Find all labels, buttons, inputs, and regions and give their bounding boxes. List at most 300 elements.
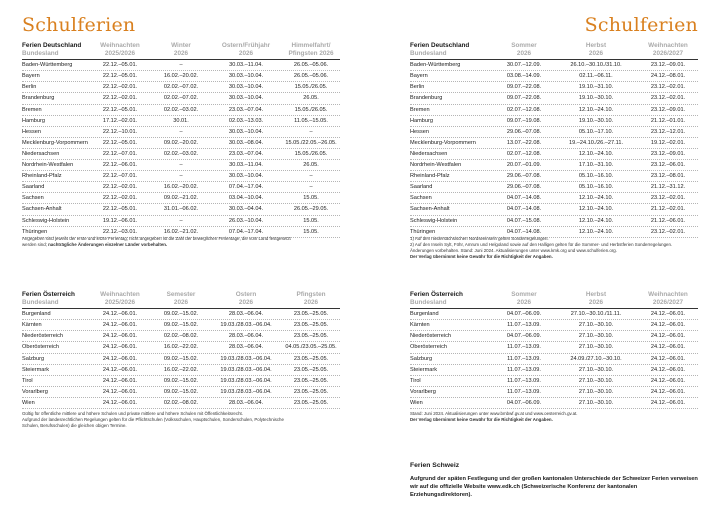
note-text: Schulen, Berufsschulen) die gleichen obigen Termine.	[22, 423, 127, 428]
date-cell: 19.12.–02.01.	[650, 139, 686, 146]
column-header-subtitle: 2026	[588, 49, 604, 57]
column-header	[88, 291, 152, 306]
state-name-cell: Vorarlberg	[410, 388, 436, 395]
column-header-title: Herbst	[585, 291, 607, 298]
date-cell: 15.05./26.05.	[294, 150, 328, 157]
date-cell: 12.10.–24.10.	[578, 106, 614, 113]
date-cell: 04.07.–06.09.	[506, 311, 542, 318]
date-cell: 27.10.–30.10.	[578, 399, 614, 406]
date-cell: 30.07.–12.09.	[506, 62, 542, 69]
state-name-cell: Rheinland-Pfalz	[410, 173, 450, 180]
date-cell: 30.03.–10.04.	[228, 84, 264, 91]
date-cell: 23.12.–09.01.	[650, 150, 686, 157]
table-row	[22, 320, 340, 331]
table-row	[410, 376, 698, 387]
table-row	[22, 376, 340, 387]
state-name-cell: Sachsen	[22, 195, 44, 202]
date-cell: 12.10.–24.10.	[578, 150, 614, 157]
table-row	[410, 171, 698, 182]
date-cell: 30.03.–10.04.	[228, 73, 264, 80]
date-cell: 03.08.–14.09.	[506, 73, 542, 80]
table-germany-summer-autumn	[410, 42, 698, 238]
date-cell: 23.05.–25.05.	[293, 399, 329, 406]
table-header	[22, 291, 340, 309]
column-header-title: Sommer	[511, 42, 537, 49]
table-row	[22, 387, 340, 398]
column-header	[152, 42, 210, 57]
column-header-title: Ostern/Frühjahr	[221, 42, 271, 49]
date-cell: 26.05.–05.06.	[293, 73, 329, 80]
date-cell: 23.05.–25.05.	[293, 333, 329, 340]
date-cell: 22.12.–05.01.	[102, 206, 138, 213]
date-cell: 04.05./23.05.–25.05.	[285, 344, 337, 351]
date-cell: 22.12.–02.01.	[102, 195, 138, 202]
column-header	[410, 42, 494, 57]
date-cell: 28.03.–06.04.	[228, 344, 264, 351]
date-cell: 23.05.–25.05.	[293, 322, 329, 329]
date-cell: 29.06.–07.08.	[506, 128, 542, 135]
date-cell: 04.07.–06.09.	[506, 333, 542, 340]
date-cell: 16.02.–20.02.	[163, 73, 199, 80]
state-name-cell: Thüringen	[410, 228, 436, 235]
note-text: Aufgrund der landesrechtlichen Regelungen gelten für die Pflichtschulen (Volksschulen, Hauptschulen, Sonderschulen, Polytechnische	[22, 417, 284, 422]
state-name-cell: Salzburg	[22, 355, 45, 362]
column-header-subtitle: 2026	[238, 298, 254, 306]
state-name-cell: Oberösterreich	[410, 344, 447, 351]
date-cell: –	[179, 173, 183, 180]
state-name-cell: Hessen	[22, 128, 41, 135]
date-cell: 24.12.–06.01.	[102, 311, 138, 318]
date-cell: 05.10.–17.10.	[578, 128, 614, 135]
note-text-bold: Der Verlag übernimmt keine Gewähr für die Richtigkeit der Angaben.	[410, 417, 553, 422]
table-row	[22, 204, 340, 215]
column-header-subtitle: 2026	[516, 49, 532, 57]
table-row	[410, 116, 698, 127]
column-header-subtitle: Bundesland	[410, 49, 447, 57]
table-row	[410, 93, 698, 104]
note-austria-left	[22, 411, 342, 429]
state-name-cell: Sachsen-Anhalt	[22, 206, 62, 213]
date-cell: 23.12.–02.01.	[650, 84, 686, 91]
column-header-subtitle: 2026	[238, 49, 254, 57]
date-cell: 19.–24.10./26.–27.11.	[568, 139, 624, 146]
table-row	[22, 216, 340, 227]
table-row	[410, 105, 698, 116]
date-cell: 09.02.–15.02.	[163, 322, 199, 329]
date-cell: 02.07.–12.08.	[506, 106, 542, 113]
date-cell: 26.05.–29.05.	[293, 206, 329, 213]
date-cell: 24.12.–06.01.	[102, 388, 138, 395]
date-cell: 22.12.–02.01.	[102, 84, 138, 91]
state-name-cell: Steiermark	[410, 366, 438, 373]
table-row	[22, 171, 340, 182]
date-cell: 26.10.–30.10./31.10.	[570, 62, 622, 69]
date-cell: 28.03.–06.04.	[228, 333, 264, 340]
date-cell: 29.06.–07.08.	[506, 173, 542, 180]
state-name-cell: Burgenland	[22, 311, 51, 318]
date-cell: 30.03.–10.04.	[228, 173, 264, 180]
table-row	[22, 93, 340, 104]
note-text: werden sind;	[22, 242, 49, 247]
table-row	[410, 342, 698, 353]
table-row	[410, 71, 698, 82]
table-row	[410, 204, 698, 215]
column-header-subtitle: Pfingsten 2026	[288, 49, 334, 57]
table-row	[410, 216, 698, 227]
date-cell: 15.05.	[303, 195, 319, 202]
date-cell: 30.03.–04.04.	[228, 206, 264, 213]
table-row	[22, 60, 340, 71]
date-cell: 27.10.–30.10.	[578, 366, 614, 373]
date-cell: 11.07.–13.09.	[507, 388, 541, 395]
date-cell: 02.02.–07.02.	[163, 95, 199, 102]
date-cell: 24.12.–06.01.	[650, 377, 686, 384]
date-cell: 15.05.	[303, 228, 319, 235]
date-cell: 23.12.–06.01.	[650, 162, 686, 169]
date-cell: 17.12.–02.01.	[102, 117, 138, 124]
column-header	[210, 291, 282, 306]
date-cell: 02.07.–12.08.	[506, 150, 542, 157]
date-cell: 24.12.–06.01.	[650, 333, 686, 340]
date-cell: 07.04.–17.04.	[228, 184, 264, 191]
column-header	[554, 291, 638, 306]
state-name-cell: Nordrhein-Westfalen	[22, 162, 74, 169]
column-header-title: Pfingsten	[296, 291, 326, 298]
table-row	[22, 160, 340, 171]
date-cell: 11.07.–13.09.	[507, 355, 541, 362]
date-cell: 02.02.–07.02.	[163, 84, 199, 91]
column-header-title: Ferien Österreich	[22, 291, 75, 298]
date-cell: 12.10.–24.10.	[578, 195, 614, 202]
table-row	[410, 138, 698, 149]
note-austria-right	[410, 411, 700, 423]
date-cell: 09.02.–15.02.	[163, 377, 199, 384]
date-cell: 30.03.–10.04.	[228, 128, 264, 135]
note-text: Änderungen vorbehalten. Stand: Juni 2024. Aktualisierungen unter www.kmk.org und www.schulferien.org.	[410, 248, 617, 253]
note-germany-left	[22, 236, 342, 248]
state-name-cell: Niedersachsen	[410, 150, 448, 157]
date-cell: 09.02.–15.02.	[163, 355, 199, 362]
table-row	[22, 331, 340, 342]
date-cell: 02.11.–06.11.	[579, 73, 613, 80]
table-germany-winter-spring	[22, 42, 340, 238]
date-cell: 23.12.–09.01.	[650, 62, 686, 69]
date-cell: 31.01.–06.02.	[163, 206, 199, 213]
state-name-cell: Vorarlberg	[22, 388, 48, 395]
column-header-title: Sommer	[511, 291, 537, 298]
date-cell: 23.05.–25.05.	[293, 377, 329, 384]
date-cell: 17.10.–31.10.	[578, 162, 614, 169]
table-row	[410, 331, 698, 342]
date-cell: 04.07.–06.09.	[506, 399, 542, 406]
table-row	[410, 398, 698, 409]
column-header-subtitle: Bundesland	[410, 298, 447, 306]
date-cell: 28.03.–06.04.	[228, 399, 264, 406]
column-header-title: Winter	[171, 42, 191, 49]
table-row	[22, 193, 340, 204]
state-name-cell: Mecklenburg-Vorpommern	[22, 139, 88, 146]
table-header	[410, 42, 698, 60]
date-cell: 20.07.–01.09.	[506, 162, 542, 169]
date-cell: 12.10.–24.10.	[578, 217, 614, 224]
state-name-cell: Schleswig-Holstein	[22, 217, 70, 224]
state-name-cell: Niedersachsen	[22, 150, 60, 157]
date-cell: 27.10.–30.10.	[578, 322, 614, 329]
date-cell: 16.02.–21.02.	[163, 228, 199, 235]
state-name-cell: Salzburg	[410, 355, 433, 362]
date-cell: 19.10.–31.10.	[578, 84, 614, 91]
date-cell: 11.07.–13.09.	[507, 322, 541, 329]
date-cell: 23.05.–25.05.	[293, 355, 329, 362]
date-cell: 27.10.–30.10./11.11.	[570, 311, 622, 318]
table-row	[22, 182, 340, 193]
date-cell: 23.12.–12.01.	[650, 128, 686, 135]
date-cell: 24.12.–06.01.	[102, 399, 138, 406]
date-cell: 09.07.–19.08.	[506, 117, 542, 124]
date-cell: 12.10.–24.10.	[578, 206, 614, 213]
column-header	[282, 42, 340, 57]
date-cell: 24.09./27.10.–30.10.	[570, 355, 622, 362]
date-cell: 24.12.–06.01.	[102, 377, 138, 384]
date-cell: –	[179, 162, 183, 169]
state-name-cell: Bayern	[410, 73, 428, 80]
state-name-cell: Tirol	[410, 377, 421, 384]
column-header-subtitle: 2026/2027	[652, 298, 684, 306]
date-cell: 27.10.–30.10.	[578, 333, 614, 340]
column-header-title: Ostern	[235, 291, 257, 298]
date-cell: 23.12.–02.01.	[650, 228, 686, 235]
date-cell: 02.02.–03.02.	[163, 106, 199, 113]
column-header-subtitle: 2026	[588, 298, 604, 306]
state-name-cell: Brandenburg	[22, 95, 55, 102]
column-header	[494, 42, 554, 57]
date-cell: 24.12.–06.01.	[102, 366, 138, 373]
date-cell: 30.03.–08.04.	[228, 139, 264, 146]
column-header-subtitle: 2026/2027	[652, 49, 684, 57]
column-header-subtitle: 2026	[303, 298, 319, 306]
state-name-cell: Saarland	[410, 184, 433, 191]
state-name-cell: Wien	[22, 399, 35, 406]
date-cell: 03.04.–10.04.	[228, 195, 264, 202]
date-cell: 22.12.–05.01.	[102, 139, 138, 146]
date-cell: 22.12.–05.01.	[102, 73, 138, 80]
column-header-subtitle: Bundesland	[22, 298, 59, 306]
table-row	[22, 354, 340, 365]
state-name-cell: Sachsen-Anhalt	[410, 206, 450, 213]
date-cell: 30.01.	[173, 117, 189, 124]
state-name-cell: Wien	[410, 399, 423, 406]
state-name-cell: Hessen	[410, 128, 429, 135]
date-cell: 27.10.–30.10.	[578, 377, 614, 384]
date-cell: 11.07.–13.09.	[507, 344, 541, 351]
date-cell: 22.12.–02.01.	[102, 95, 138, 102]
date-cell: 24.12.–08.01.	[650, 73, 686, 80]
date-cell: 15.05./22.05.–26.05.	[285, 139, 337, 146]
table-row	[410, 309, 698, 320]
column-header-title: Weihnachten	[648, 291, 688, 298]
column-header	[554, 42, 638, 57]
table-row	[410, 320, 698, 331]
date-cell: 24.12.–06.01.	[102, 344, 138, 351]
date-cell: –	[179, 128, 183, 135]
date-cell: 11.07.–13.09.	[507, 377, 541, 384]
date-cell: 16.02.–22.02.	[163, 366, 199, 373]
column-header	[494, 291, 554, 306]
date-cell: 23.05.–25.05.	[293, 311, 329, 318]
table-row	[410, 365, 698, 376]
date-cell: 30.03.–10.04.	[228, 95, 264, 102]
column-header-title: Semester	[166, 291, 196, 298]
date-cell: 19.03./28.03.–06.04.	[220, 377, 272, 384]
date-cell: 24.12.–06.01.	[650, 399, 686, 406]
date-cell: 02.02.–08.02.	[163, 333, 199, 340]
date-cell: 22.12.–07.01.	[102, 173, 138, 180]
state-name-cell: Niederösterreich	[22, 333, 64, 340]
table-header	[22, 42, 340, 60]
date-cell: 22.12.–06.01.	[102, 162, 138, 169]
date-cell: 26.03.–10.04.	[228, 217, 264, 224]
column-header	[88, 42, 152, 57]
date-cell: 15.05./26.05.	[294, 84, 328, 91]
date-cell: –	[179, 217, 183, 224]
table-row	[22, 365, 340, 376]
date-cell: 02.02.–08.02.	[163, 399, 199, 406]
date-cell: 16.02.–20.02.	[163, 184, 199, 191]
state-name-cell: Bremen	[22, 106, 42, 113]
note-germany-right	[410, 236, 700, 260]
date-cell: 23.05.–25.05.	[293, 388, 329, 395]
state-name-cell: Tirol	[22, 377, 33, 384]
column-header-title: Himmelfahrt/	[291, 42, 331, 49]
date-cell: 22.12.–10.01.	[102, 128, 138, 135]
date-cell: 26.05.–05.06.	[293, 62, 329, 69]
column-header-title: Ferien Österreich	[410, 291, 463, 298]
date-cell: 11.07.–13.09.	[507, 366, 541, 373]
table-row	[22, 116, 340, 127]
date-cell: 22.12.–02.01.	[102, 184, 138, 191]
state-name-cell: Kärnten	[22, 322, 42, 329]
column-header-subtitle: 2026	[173, 298, 189, 306]
table-austria-summer-autumn	[410, 291, 698, 409]
date-cell: 29.06.–07.08.	[506, 184, 542, 191]
column-header	[410, 291, 494, 306]
state-name-cell: Bayern	[22, 73, 40, 80]
state-name-cell: Niederösterreich	[410, 333, 452, 340]
swiss-text: Aufgrund der späten Festlegung und der großen kantonalen Unterschiede der Schweizer Ferien verweisen wir auf die offizielle Website www.edk.ch (Schweizerische Konferenz der kantonalen Erziehungsdirektoren).	[410, 476, 698, 498]
table-header	[410, 291, 698, 309]
right-page-title: Schulferien	[584, 14, 698, 36]
table-row	[410, 160, 698, 171]
date-cell: –	[309, 128, 313, 135]
date-cell: 23.03.–07.04.	[228, 106, 264, 113]
date-cell: 07.04.–17.04.	[228, 228, 264, 235]
column-header-subtitle: 2026	[173, 49, 189, 57]
left-page-title: Schulferien	[22, 14, 136, 36]
date-cell: –	[179, 62, 183, 69]
date-cell: 23.12.–02.01.	[650, 195, 686, 202]
state-name-cell: Kärnten	[410, 322, 430, 329]
column-header-subtitle: 2025/2026	[104, 49, 136, 57]
state-name-cell: Bremen	[410, 106, 430, 113]
state-name-cell: Baden-Württemberg	[22, 62, 73, 69]
date-cell: 02.02.–03.02.	[163, 150, 199, 157]
table-row	[22, 309, 340, 320]
date-cell: 19.10.–30.10.	[578, 95, 614, 102]
table-row	[22, 71, 340, 82]
date-cell: 19.03./28.03.–06.04.	[220, 322, 272, 329]
date-cell: 23.03.–07.04.	[228, 150, 264, 157]
column-header	[22, 291, 88, 306]
state-name-cell: Baden-Württemberg	[410, 62, 461, 69]
date-cell: 09.02.–21.02.	[163, 195, 199, 202]
date-cell: 21.12.–06.01.	[650, 217, 686, 224]
date-cell: 30.03.–11.04.	[229, 62, 263, 69]
date-cell: 24.12.–06.01.	[650, 311, 686, 318]
state-name-cell: Hamburg	[22, 117, 46, 124]
date-cell: 21.12.–02.01.	[650, 206, 686, 213]
column-header-title: Ferien Deutschland	[410, 42, 470, 49]
date-cell: 09.07.–22.08.	[506, 84, 542, 91]
column-header	[152, 291, 210, 306]
note-text: 2) Auf den Inseln Sylt, Föhr, Amrum und Helgoland sowie auf den Halligen gelten für die Sommer- und Herbstferien Sonderregelungen.	[410, 242, 673, 247]
date-cell: 24.12.–06.01.	[650, 366, 686, 373]
table-row	[410, 82, 698, 93]
column-header-subtitle: 2025/2026	[104, 298, 136, 306]
date-cell: 24.12.–06.01.	[650, 355, 686, 362]
table-row	[410, 182, 698, 193]
state-name-cell: Berlin	[22, 84, 37, 91]
date-cell: 09.02.–15.02.	[163, 388, 199, 395]
date-cell: –	[309, 184, 313, 191]
date-cell: 02.03.–13.03.	[228, 117, 264, 124]
date-cell: 19.03./28.03.–06.04.	[220, 388, 272, 395]
table-austria-winter-spring	[22, 291, 340, 409]
date-cell: 19.10.–30.10.	[578, 117, 614, 124]
date-cell: 23.12.–09.01.	[650, 106, 686, 113]
table-row	[410, 60, 698, 71]
table-row	[22, 82, 340, 93]
table-row	[22, 342, 340, 353]
date-cell: 19.12.–06.01.	[102, 217, 138, 224]
state-name-cell: Berlin	[410, 84, 425, 91]
date-cell: 19.03./28.03.–06.04.	[220, 366, 272, 373]
column-header-title: Weihnachten	[100, 291, 140, 298]
note-text: Angegeben sind jeweils der erste und letzte Ferientag; nicht angegeben ist die Zahl der beweglichen Ferientage, die vom Land festgesetzt	[22, 236, 291, 241]
state-name-cell: Brandenburg	[410, 95, 443, 102]
date-cell: 19.03./28.03.–06.04.	[220, 355, 272, 362]
date-cell: 26.05.	[303, 162, 319, 169]
date-cell: 09.02.–20.02.	[163, 139, 199, 146]
state-name-cell: Saarland	[22, 184, 45, 191]
date-cell: 09.02.–15.02.	[163, 311, 199, 318]
date-cell: 12.10.–24.10.	[578, 228, 614, 235]
column-header-title: Herbst	[585, 42, 607, 49]
state-name-cell: Mecklenburg-Vorpommern	[410, 139, 476, 146]
date-cell: 15.05.	[303, 217, 319, 224]
note-text: Stand: Juni 2024. Aktualisierungen unter www.bmbwf.gv.at und www.oesterreich.gv.at.	[410, 411, 578, 416]
date-cell: 09.07.–22.08.	[506, 95, 542, 102]
column-header	[210, 42, 282, 57]
date-cell: 11.05.–15.05.	[294, 117, 328, 124]
date-cell: 26.05.	[303, 95, 319, 102]
date-cell: 24.12.–06.01.	[102, 355, 138, 362]
date-cell: 27.10.–30.10.	[578, 388, 614, 395]
table-row	[22, 127, 340, 138]
column-header	[22, 42, 88, 57]
column-header-subtitle: 2026	[516, 298, 532, 306]
date-cell: –	[309, 173, 313, 180]
date-cell: 04.07.–14.08.	[506, 206, 542, 213]
